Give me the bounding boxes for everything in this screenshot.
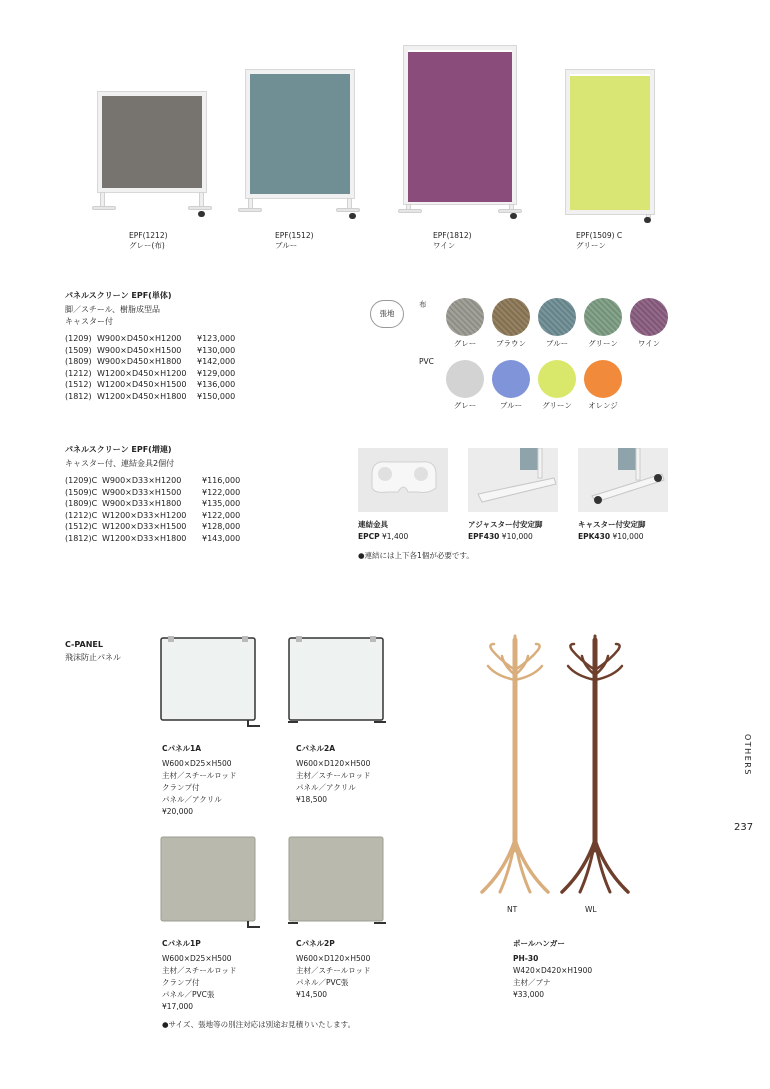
epf-single-spec [65, 290, 235, 402]
epf-add-spec [65, 444, 240, 544]
page-number: 237 [734, 822, 754, 833]
spec-code: (1209)C [65, 476, 98, 485]
epf-single-desc1: 脚／スチール、樹脂成型品 [65, 305, 161, 314]
swatch-pvc [584, 360, 622, 398]
swatch-fabric [446, 298, 484, 336]
accessory-epcp [358, 520, 408, 542]
swatch-fabric [584, 298, 622, 336]
cpanel-name: Cパネル1A [162, 744, 202, 753]
spec-size: W1200×D33×H1800 [102, 533, 187, 543]
spec-row [65, 333, 235, 345]
hanger-material: 主材／ブナ [513, 978, 551, 987]
cpanel-line: 主材／スチールロッド [296, 771, 371, 780]
cpanel-1a-photo [160, 634, 260, 728]
spec-code: (1812) [65, 391, 92, 401]
swatch-fabric [630, 298, 668, 336]
panel-photo-1812 [398, 44, 524, 220]
panel-caption-1812 [433, 231, 472, 251]
cpanel-1a-spec [162, 744, 237, 818]
spec-size: W1200×D33×H1200 [102, 510, 187, 520]
spec-row [65, 487, 240, 499]
panel-color: グリーン [576, 241, 606, 250]
cpanel-line: パネル／PVC張 [162, 990, 215, 999]
accessory-code: EPCP [358, 532, 380, 541]
panel-code: EPF(1509) C [576, 231, 623, 240]
spec-row [65, 356, 235, 368]
panel-color: ワイン [433, 241, 456, 250]
accessory-photo-epk430 [578, 448, 668, 512]
spec-size: W900×D33×H1800 [102, 499, 182, 508]
cpanel-line: クランプ付 [162, 978, 200, 987]
accessory-price: ¥1,400 [382, 532, 409, 541]
swatch-fabric [538, 298, 576, 336]
cpanel-1p-spec [162, 939, 237, 1013]
spec-price: ¥129,000 [197, 368, 236, 378]
cpanel-line: W600×D25×H500 [162, 759, 232, 768]
spec-price: ¥116,000 [202, 476, 241, 485]
hanger-label-wl: WL [585, 905, 597, 914]
panel-photo-1512 [238, 68, 362, 220]
cpanel-line: パネル／アクリル [162, 795, 222, 804]
cpanel-line: 主材／スチールロッド [162, 966, 237, 975]
cpanel-line: 主材／スチールロッド [296, 966, 371, 975]
accessory-price: ¥10,000 [501, 532, 533, 541]
panel-caption-1512 [275, 231, 314, 251]
spec-size: W900×D33×H1500 [102, 487, 182, 497]
hanger-price: ¥33,000 [513, 990, 545, 999]
swatch-label: オレンジ [588, 401, 618, 410]
spec-size: W900×D450×H1200 [97, 334, 182, 343]
section-tab: OTHERS [743, 734, 752, 776]
swatch-label: ブルー [545, 339, 569, 348]
accessory-name: キャスター付安定脚 [578, 520, 646, 529]
spec-row [65, 510, 240, 522]
accessory-price: ¥10,000 [612, 532, 644, 541]
spec-row [65, 391, 235, 403]
cpanel-line: W600×D120×H500 [296, 759, 371, 768]
accessory-epf430 [468, 520, 543, 542]
cpanel-line: パネル／PVC張 [296, 978, 349, 987]
panel-photo-1509c [560, 68, 660, 224]
swatch-label: グリーン [542, 401, 572, 410]
spec-price: ¥150,000 [197, 391, 236, 401]
accessory-code: EPK430 [578, 532, 611, 541]
spec-code: (1212)C [65, 510, 98, 520]
cpanel-name: Cパネル1P [162, 939, 201, 948]
spec-price: ¥143,000 [202, 533, 241, 543]
cpanel-2a-photo [288, 634, 388, 728]
cpanel-2p-photo [288, 835, 388, 929]
cpanel-line: 主材／スチールロッド [162, 771, 237, 780]
cpanel-line: ¥20,000 [162, 807, 194, 816]
cpanel-line: W600×D25×H500 [162, 954, 232, 963]
accessory-name: 連結金具 [358, 520, 388, 529]
hanger-spec [513, 939, 592, 1001]
upholstery-badge: 張地 [370, 300, 404, 328]
spec-size: W1200×D450×H1800 [97, 391, 187, 401]
pvc-label: PVC [419, 357, 434, 366]
cpanel-line: ¥17,000 [162, 1002, 194, 1011]
spec-code: (1509) [65, 345, 92, 355]
spec-row [65, 533, 240, 545]
spec-code: (1809) [65, 357, 92, 366]
swatch-label: グレー [453, 401, 477, 410]
cpanel-line: ¥14,500 [296, 990, 328, 999]
spec-price: ¥122,000 [202, 510, 241, 520]
accessory-code: EPF430 [468, 532, 500, 541]
epf-add-desc: キャスター付、連結金具2個付 [65, 459, 175, 468]
panel-color: ブルー [275, 241, 298, 250]
spec-price: ¥130,000 [197, 345, 236, 355]
spec-size: W900×D450×H1800 [97, 357, 182, 366]
hanger-size: W420×D420×H1900 [513, 966, 593, 975]
epf-single-desc2: キャスター付 [65, 317, 113, 326]
spec-size: W1200×D450×H1500 [97, 380, 187, 389]
accessory-note: ●連結には上下各1個が必要です。 [358, 551, 474, 560]
accessory-name: アジャスター付安定脚 [468, 520, 543, 529]
spec-size: W900×D450×H1500 [97, 345, 182, 355]
hanger-nt-photo [470, 630, 560, 900]
hanger-wl-photo [550, 630, 640, 900]
cpanel-note: ●サイズ、張地等の別注対応は別途お見積りいたします。 [162, 1020, 356, 1029]
spec-price: ¥142,000 [197, 357, 236, 366]
panel-photo-1212 [92, 88, 212, 218]
connector-icon [358, 448, 448, 512]
panel-code: EPF(1512) [275, 231, 314, 240]
swatch-label: ブラウン [496, 339, 526, 348]
spec-code: (1512) [65, 380, 92, 389]
swatch-label: ブルー [499, 401, 523, 410]
accessory-epk430 [578, 520, 646, 542]
spec-row [65, 345, 235, 357]
epf-add-title: パネルスクリーン EPF(増連) [65, 445, 172, 454]
hanger-title: ポールハンガー [513, 939, 565, 948]
spec-price: ¥135,000 [202, 499, 241, 508]
swatch-label: グレー [453, 339, 477, 348]
panel-caption-1212 [129, 231, 168, 251]
spec-code: (1809)C [65, 499, 98, 508]
panel-caption-1509c [576, 231, 622, 251]
swatch-fabric [492, 298, 530, 336]
cpanel-name: Cパネル2P [296, 939, 335, 948]
spec-code: (1209) [65, 334, 92, 343]
spec-code: (1812)C [65, 533, 98, 543]
spec-size: W900×D33×H1200 [102, 476, 182, 485]
spec-row [65, 498, 240, 510]
cpanel-2a-spec [296, 744, 371, 806]
cpanel-line: ¥18,500 [296, 795, 328, 804]
accessory-photo-epcp [358, 448, 448, 512]
spec-size: W1200×D33×H1500 [102, 522, 187, 531]
hanger-code: PH-30 [513, 954, 539, 963]
spec-code: (1509)C [65, 487, 98, 497]
spec-code: (1212) [65, 368, 92, 378]
hanger-label-nt: NT [507, 905, 518, 914]
cpanel-1p-photo [160, 835, 260, 929]
swatch-pvc [492, 360, 530, 398]
swatch-pvc [446, 360, 484, 398]
spec-row [65, 368, 235, 380]
spec-price: ¥123,000 [197, 334, 236, 343]
spec-code: (1512)C [65, 522, 98, 531]
fabric-label: 布 [419, 300, 427, 309]
cpanel-title: C-PANEL [65, 640, 103, 649]
panel-code: EPF(1812) [433, 231, 472, 240]
panel-code: EPF(1212) [129, 231, 168, 240]
cpanel-name: Cパネル2A [296, 744, 336, 753]
cpanel-2p-spec [296, 939, 371, 1001]
spec-row [65, 521, 240, 533]
spec-row [65, 379, 235, 391]
spec-price: ¥136,000 [197, 380, 236, 389]
cpanel-line: クランプ付 [162, 783, 200, 792]
spec-size: W1200×D450×H1200 [97, 368, 187, 378]
cpanel-line: W600×D120×H500 [296, 954, 371, 963]
panel-color: グレー(布) [129, 241, 165, 250]
spec-price: ¥122,000 [202, 487, 241, 497]
spec-price: ¥128,000 [202, 522, 241, 531]
caster-leg-icon [578, 448, 668, 512]
cpanel-subtitle: 飛沫防止パネル [65, 653, 121, 662]
swatch-label: グリーン [588, 339, 618, 348]
accessory-photo-epf430 [468, 448, 558, 512]
swatch-label: ワイン [637, 339, 661, 348]
cpanel-line: パネル／アクリル [296, 783, 356, 792]
epf-single-title: パネルスクリーン EPF(単体) [65, 291, 172, 300]
spec-row [65, 475, 240, 487]
swatch-pvc [538, 360, 576, 398]
adjuster-leg-icon [468, 448, 558, 512]
